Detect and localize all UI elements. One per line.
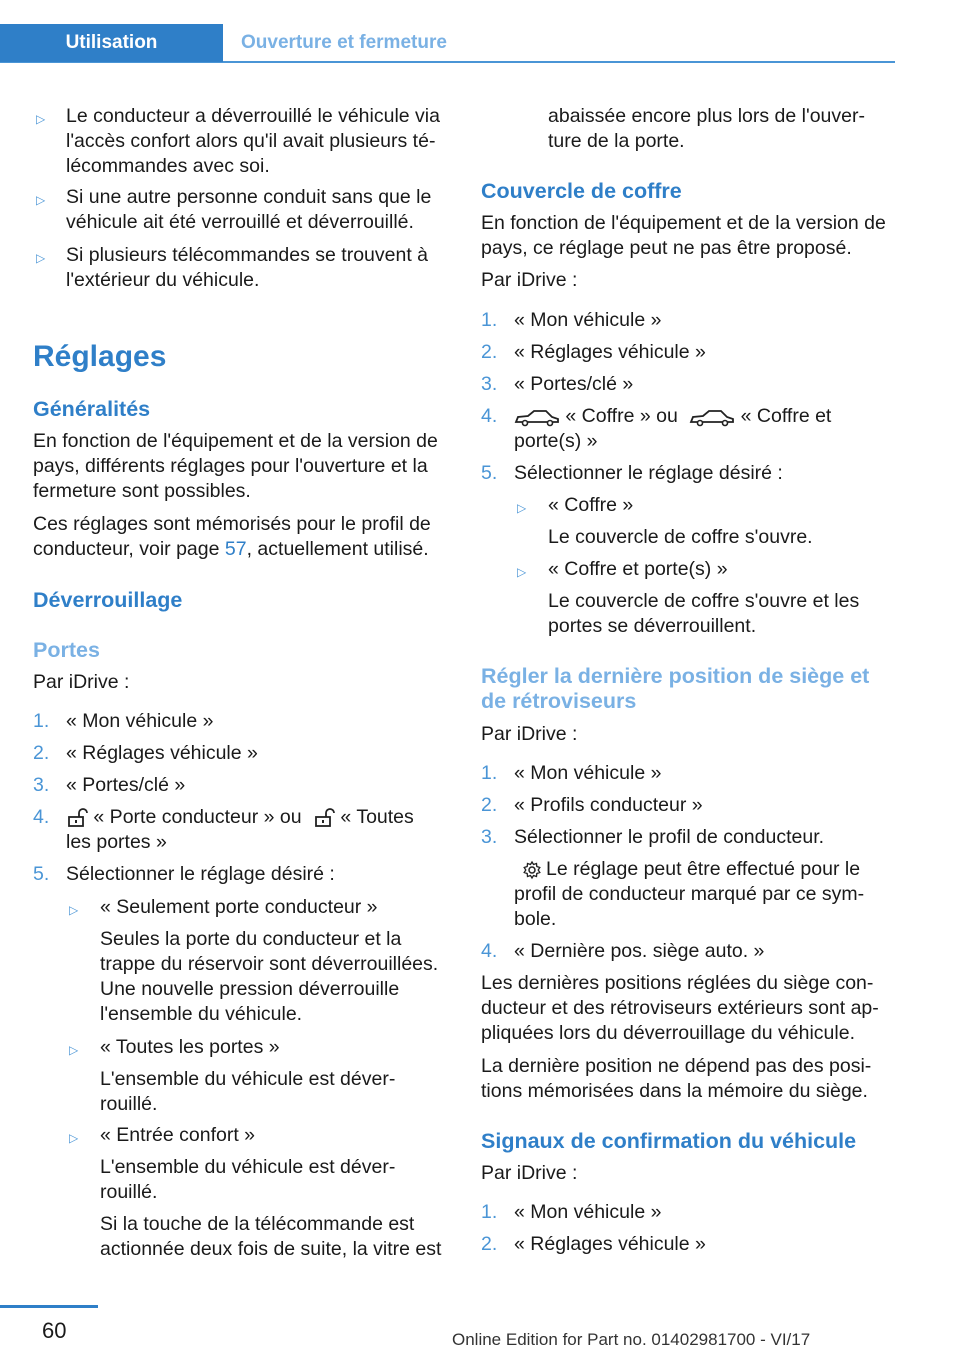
paragraph: En fonction de l'équipement et de la version de pays, différents réglages pour l'ouverture et la fermeture sont possibles. [33, 430, 438, 502]
step-text: « Porte conducteur » ou « Toutes les portes » [66, 806, 414, 853]
step-text: « Mon véhicule » [66, 710, 214, 732]
paragraph: En fonction de l'équipement et de la version de pays, ce réglage peut ne pas être proposé. [481, 212, 886, 259]
heading-reglages: Réglages [33, 340, 167, 373]
paragraph: La dernière position ne dépend pas des posi‐ tions mémorisées dans la mémoire du siège. [481, 1055, 872, 1102]
header-tabbar [0, 24, 895, 63]
step-text: « Portes/clé » [514, 373, 634, 395]
page-number: 60 [42, 1318, 67, 1343]
step-number: 2. [481, 794, 498, 816]
gear-icon [522, 860, 542, 880]
heading-portes: Portes [33, 638, 100, 662]
option-block: « Coffre et porte(s) » Le couvercle de coffre s'ouvre et les portes se déverrouillent. [548, 558, 860, 637]
step-text: « Réglages véhicule » [514, 1233, 706, 1255]
step-text: Sélectionner le profil de conducteur. Le réglage peut être effectué pour le profil de conducteur marqué par ce sym‐ bole. [514, 826, 865, 930]
tab-ouverture-fermeture[interactable]: Ouverture et fermeture [241, 32, 447, 53]
heading-deverrouillage: Déverrouillage [33, 588, 183, 612]
par-idrive: Par iDrive : [481, 1162, 578, 1184]
step-number: 4. [481, 405, 498, 427]
bullet-text: Le conducteur a déverrouillé le véhicule via l'accès confort alors qu'il avait plusieurs té‐ lécommandes avec soi. [66, 105, 440, 177]
option-block: « Coffre » Le couvercle de coffre s'ouvre. [548, 494, 813, 548]
step-number: 3. [481, 826, 498, 848]
par-idrive: Par iDrive : [33, 671, 130, 693]
car-trunk-icon [689, 407, 735, 427]
step-number: 4. [481, 940, 498, 962]
step-number: 2. [481, 1233, 498, 1255]
bullet-text: Si une autre personne conduit sans que le véhicule ait été verrouillé et déverrouillé. [66, 186, 432, 233]
par-idrive: Par iDrive : [481, 269, 578, 291]
paragraph: Ces réglages sont mémorisés pour le profil de conducteur, voir page 57, actuellement utilisé. [33, 513, 431, 560]
step-text: « Réglages véhicule » [66, 742, 258, 764]
bullet-triangle-icon: ▷ [517, 565, 527, 579]
heading-regler-position: Régler la dernière position de siège et de rétroviseurs [481, 664, 870, 713]
bullet-triangle-icon: ▷ [517, 501, 527, 515]
step-number: 5. [481, 462, 498, 484]
bullet-triangle-icon: ▷ [69, 1131, 79, 1145]
step-text: « Coffre » ou « Coffre et porte(s) » [514, 405, 832, 452]
step-number: 3. [33, 774, 50, 796]
step-number: 3. [481, 373, 498, 395]
step-text: Sélectionner le réglage désiré : [66, 863, 335, 885]
step-text: « Mon véhicule » [514, 762, 662, 784]
heading-signaux-confirmation: Signaux de confirmation du véhicule [481, 1129, 857, 1153]
unlock-icon [313, 808, 335, 828]
footer-bar [0, 1305, 98, 1308]
step-number: 1. [33, 710, 50, 732]
step-number: 5. [33, 863, 50, 885]
page-link[interactable]: 57 [224, 538, 247, 560]
step-text: « Profils conducteur » [514, 794, 703, 816]
tab-utilisation[interactable]: Utilisation [0, 24, 223, 62]
edition-text: Online Edition for Part no. 01402981700 - VI/17 [452, 1330, 811, 1349]
option-block: « Seulement porte conducteur » Seules la porte du conducteur et la trappe du réservoir sont déverrouillées. Une nouvelle pression déverrouille l'ensemble du véhicule. [100, 896, 439, 1025]
bullet-triangle-icon: ▷ [36, 193, 46, 207]
bullet-triangle-icon: ▷ [69, 1043, 79, 1057]
unlock-icon [66, 808, 88, 828]
step-text: « Mon véhicule » [514, 309, 662, 331]
bullet-triangle-icon: ▷ [69, 903, 79, 917]
car-trunk-icon [514, 407, 560, 427]
option-block: « Entrée confort » L'ensemble du véhicule est déver‐ rouillé. Si la touche de la télécommande est actionnée deux fois de suite, la vitre est [100, 1124, 442, 1260]
par-idrive: Par iDrive : [481, 723, 578, 745]
option-block: « Toutes les portes » L'ensemble du véhicule est déver‐ rouillé. [100, 1036, 396, 1115]
paragraph: Les dernières positions réglées du siège con‐ ducteur et des rétroviseurs extérieurs sont ap‐ pliquées lors du déverrouillage du véhicule. [481, 972, 879, 1044]
step-number: 4. [33, 806, 50, 828]
step-text: « Dernière pos. siège auto. » [514, 940, 765, 962]
step-text: Sélectionner le réglage désiré : [514, 462, 783, 484]
step-number: 2. [33, 742, 50, 764]
heading-generalites: Généralités [33, 397, 151, 421]
bullet-text: Si plusieurs télécommandes se trouvent à l'extérieur du véhicule. [66, 244, 429, 291]
bullet-triangle-icon: ▷ [36, 251, 46, 265]
heading-couvercle-coffre: Couvercle de coffre [481, 179, 682, 203]
step-number: 1. [481, 1201, 498, 1223]
step-number: 2. [481, 341, 498, 363]
continuation-text: abaissée encore plus lors de l'ouver‐ ture de la porte. [548, 105, 865, 152]
step-number: 1. [481, 762, 498, 784]
step-text: « Réglages véhicule » [514, 341, 706, 363]
bullet-triangle-icon: ▷ [36, 112, 46, 126]
step-number: 1. [481, 309, 498, 331]
step-text: « Portes/clé » [66, 774, 186, 796]
step-text: « Mon véhicule » [514, 1201, 662, 1223]
